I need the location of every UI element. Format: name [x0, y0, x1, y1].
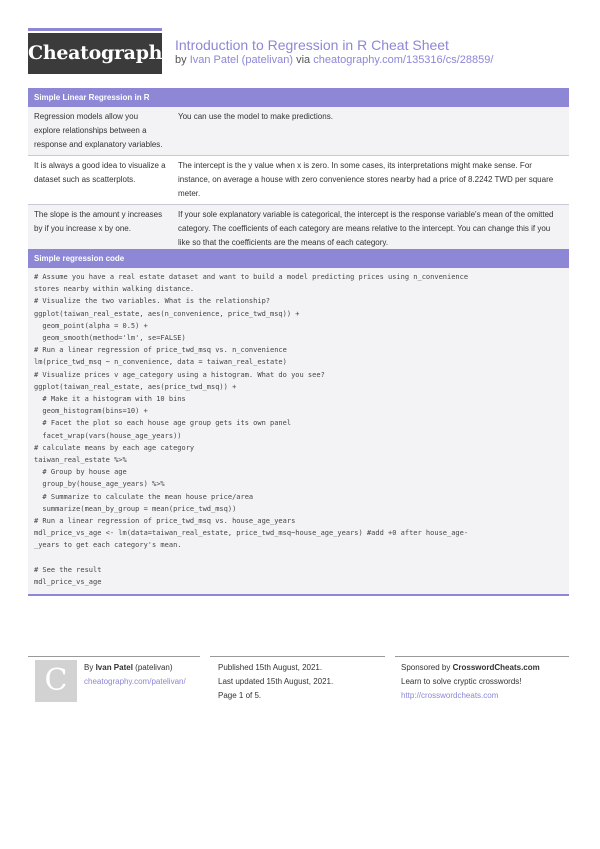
table-row	[28, 156, 569, 205]
section-simple-linear-regression	[28, 88, 569, 256]
sheet-url-link[interactable]: cheatography.com/135316/cs/28859/	[313, 54, 494, 66]
sponsor-link[interactable]: http://crosswordcheats.com	[401, 691, 499, 700]
byline-by: by	[175, 54, 187, 66]
code-line: ggplot(taiwan_real_estate, aes(price_twd_msq)) +	[34, 382, 237, 391]
cheatography-logo[interactable]: Cheatography	[28, 33, 162, 74]
code-line: mdl_price_vs_age <- lm(data=taiwan_real_estate, price_twd_msq~house_age_years) #add +0 after house_age-	[34, 529, 469, 538]
author-handle: (patelivan)	[135, 663, 173, 672]
code-line: # Summarize to calculate the mean house price/area	[34, 492, 254, 501]
code-line: # calculate means by each age category	[34, 443, 195, 452]
table-cell-right: If your sole explanatory variable is categorical, the intercept is the response variable's mean of the omitted category. The coefficients of each category are means relative to the intercept. You can change this if you like so that the coefficients are the means of each category.	[172, 205, 569, 254]
table-cell-left: It is always a good idea to visualize a dataset such as scatterplots.	[34, 161, 166, 184]
sponsor-tagline: Learn to solve cryptic crosswords!	[401, 677, 522, 686]
code-line: ggplot(taiwan_real_estate, aes(n_convenience, price_twd_msq)) +	[34, 309, 300, 318]
code-line: taiwan_real_estate %>%	[34, 456, 127, 465]
code-line: geom_histogram(bins=10) +	[34, 407, 148, 416]
code-line: # Run a linear regression of price_twd_msq vs. n_convenience	[34, 346, 287, 355]
code-line: _years to get each category's mean.	[34, 541, 182, 550]
logo-accent-bar	[28, 28, 162, 31]
published-date: Published 15th August, 2021.	[218, 663, 323, 672]
section-title: Simple regression code	[28, 249, 569, 268]
author-link[interactable]: Ivan Patel (patelivan)	[189, 54, 294, 66]
code-block	[28, 268, 569, 594]
code-line: # Group by house age	[34, 468, 127, 477]
code-line: # Make it a histogram with 10 bins	[34, 395, 186, 404]
code-line: # See the result	[34, 565, 102, 574]
footer-divider	[210, 656, 385, 657]
section-bottom-rule	[28, 594, 569, 596]
code-line: summarize(mean_by_group = mean(price_twd_msq))	[34, 504, 237, 513]
code-line: group_by(house_age_years) %>%	[34, 480, 165, 489]
byline-via: via	[296, 54, 311, 66]
code-line: # Visualize prices v age_category using a histogram. What do you see?	[34, 370, 325, 379]
page-title: Introduction to Regression in R Cheat Sheet	[175, 37, 449, 53]
footer-sponsor	[401, 661, 540, 703]
code-line	[34, 552, 563, 564]
section-simple-regression-code	[28, 249, 569, 596]
code-line: # Facet the plot so each house age group gets its own panel	[34, 419, 292, 428]
code-line: lm(price_twd_msq ~ n_convenience, data = taiwan_real_estate)	[34, 358, 287, 367]
code-line: stores nearby within walking distance.	[34, 285, 195, 294]
code-line: # Run a linear regression of price_twd_msq vs. house_age_years	[34, 517, 296, 526]
byline	[175, 54, 493, 66]
page-number: Page 1 of 5.	[218, 691, 262, 700]
code-line: geom_smooth(method='lm', se=FALSE)	[34, 334, 186, 343]
author-name[interactable]: Ivan Patel	[95, 663, 133, 672]
table-cell-right: You can use the model to make predictions.	[172, 107, 569, 156]
footer-author	[84, 661, 186, 689]
author-prefix: By	[84, 663, 94, 672]
footer-divider	[28, 656, 200, 657]
footer-divider	[395, 656, 569, 657]
sponsor-prefix: Sponsored by	[401, 663, 451, 672]
table-cell-right: The intercept is the y value when x is zero. In some cases, its interpretations might make sense. For instance, on average a house with zero convenience stores nearby had a price of 8.2242 TWD per square meter.	[178, 161, 554, 198]
code-line: # Assume you have a real estate dataset and want to build a model predicting prices using n_convenience	[34, 273, 469, 281]
section-title: Simple Linear Regression in R	[28, 88, 569, 107]
sponsor-name[interactable]: CrosswordCheats.com	[452, 663, 540, 672]
author-profile-link[interactable]: cheatography.com/patelivan/	[84, 677, 186, 686]
code-line: geom_point(alpha = 0.5) +	[34, 321, 148, 330]
footer-publication	[218, 661, 333, 703]
table-cell-left: The slope is the amount y increases by if you increase x by one.	[28, 205, 172, 254]
table-row	[28, 107, 569, 156]
code-line: # Visualize the two variables. What is the relationship?	[34, 297, 271, 306]
code-line: facet_wrap(vars(house_age_years))	[34, 431, 182, 440]
info-table	[28, 107, 569, 254]
author-avatar[interactable]: C	[35, 660, 77, 702]
code-line: mdl_price_vs_age	[34, 578, 102, 587]
updated-date: Last updated 15th August, 2021.	[218, 677, 334, 686]
table-row	[28, 205, 569, 254]
table-cell-left: Regression models allow you explore relationships between a response and explanatory variables.	[28, 107, 172, 156]
